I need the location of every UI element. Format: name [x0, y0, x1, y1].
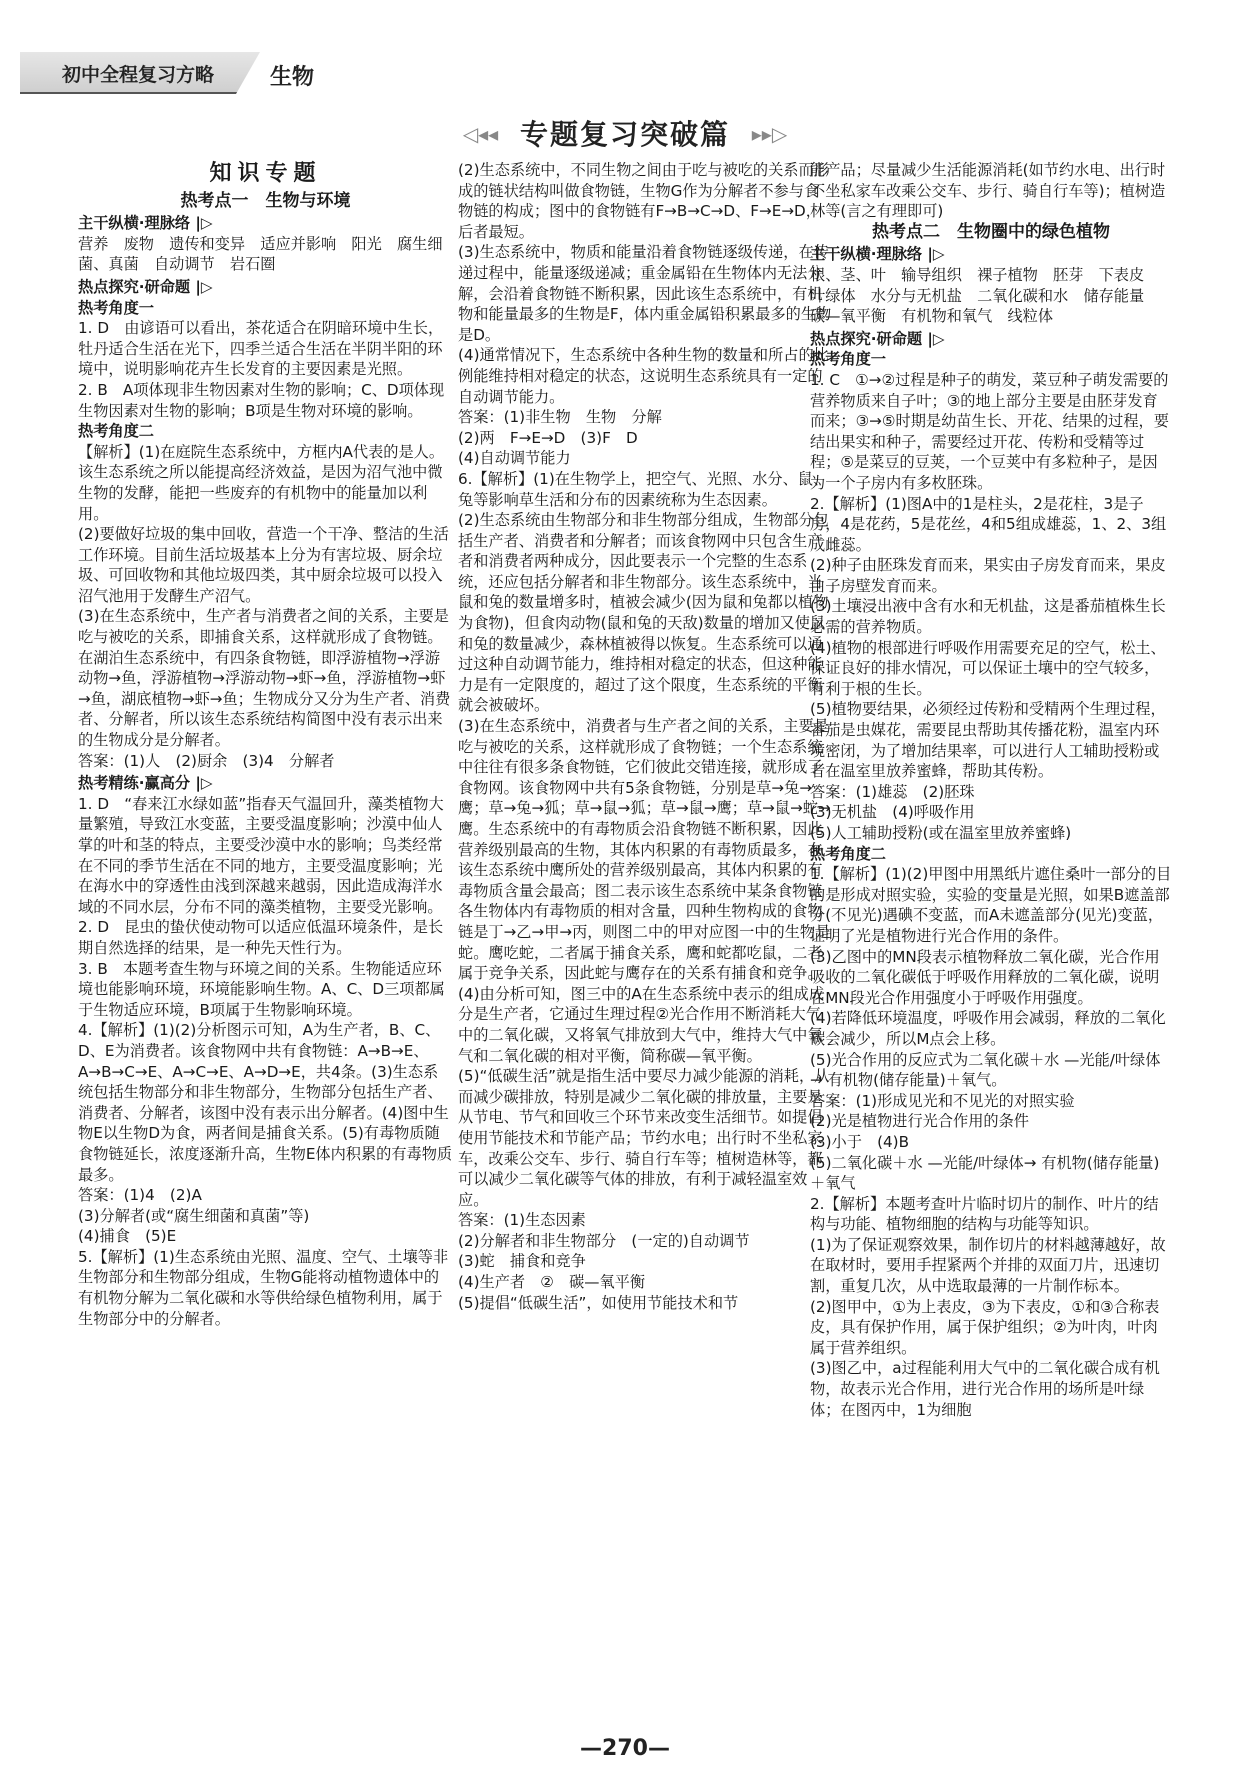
col2-p-block: (2)两 F→E→D (3)F D [458, 428, 638, 447]
col1-p-block: (3)分解者(或“腐生细菌和真菌”等) [78, 1206, 310, 1225]
page-number: —270— [580, 1736, 670, 1761]
col3-p-block: 2.【解析】本题考查叶片临时切片的制作、叶片的结构与功能、植物细胞的结构与功能等知识。 [810, 1194, 1159, 1234]
text-column-middle [458, 160, 833, 1700]
col2-p-block: (2)生态系统中，不同生物之间由于吃与被吃的关系而形成的链状结构叫做食物链，生物G作为分解者不参与食物链的构成；图中的食物链有F→B→C→D、F→E→D，后者最短。 [458, 161, 829, 241]
col1-p-block: 2. B A项体现非生物因素对生物的影响；C、D项体现生物因素对生物的影响；B项是生物对环境的影响。 [78, 380, 445, 420]
col1-p-block: 4.【解析】(1)(2)分析图示可知，A为生产者，B、C、D、E为消费者。该食物网中共有食物链：A→B→E、A→B→C→E、A→C→E、A→D→E，共4条。(3)生态系统包括生物部分和非生物部分，生物部分包括生产者、消费者、分解者，该图中没有表示出分解者。(4)图中生物E以生物D为食，两者间是捕食关系。(5)有毒物质随食物链延长，浓度逐渐升高，生物E体内积累的有毒物质最多。 [78, 1021, 453, 1184]
col3-p-block: (2)图甲中，①为上表皮，③为下表皮，①和③合称表皮，具有保护作用，属于保护组织；②为叶肉，叶肉属于营养组织。 [810, 1297, 1160, 1357]
col3-p-block: (4)若降低环境温度，呼吸作用会减弱，释放的二氧化碳会减少，所以M点会上移。 [810, 1009, 1166, 1048]
col2-p-block: (3)蛇 捕食和竞争 [458, 1252, 586, 1271]
section-banner [0, 113, 1250, 153]
text-column-right [810, 160, 1172, 1700]
col2-p-block: (3)生态系统中，物质和能量沿着食物链逐级传递，在传递过程中，能量逐级递减；重金属铅在生物体内无法分解，会沿着食物链不断积累，因此该生态系统中，有机物和能量最多的生物是F，体内重金属铅积累最多的生物是D。 [458, 243, 832, 344]
col1-p-block: 【解析】(1)在庭院生态系统中，方框内A代表的是人。该生态系统之所以能提高经济效益，是因为沼气池中微生物的发酵，能把一些废弃的有机物中的能量加以利用。 [78, 442, 445, 523]
col1-p-block: 营养 废物 遗传和变异 适应并影响 阳光 腐生细菌、真菌 自动调节 岩石圈 [78, 234, 443, 274]
col1-ang-block: 热考角度二 [78, 422, 154, 441]
col3-p-block: 答案：(1)形成见光和不见光的对照实验 [810, 1091, 1075, 1110]
col3-p-block: (2)光是植物进行光合作用的条件 [810, 1112, 1029, 1131]
col3-p-block: (3)图乙中，a过程能利用大气中的二氧化碳合成有机物，故表示光合作用，进行光合作用的场所是叶绿体；在图丙中，1为细胞 [810, 1359, 1160, 1419]
col1-p-block: (4)捕食 (5)E [78, 1227, 177, 1246]
left-arrows-icon: ◁◂◂ [462, 122, 499, 146]
col3-p-block: (3)无机盐 (4)呼吸作用 [810, 803, 975, 822]
col3-p-block: (5)光合作用的反应式为二氧化碳＋水 —光能/叶绿体→ 有机物(储存能量)＋氧气。 [810, 1050, 1161, 1090]
col2-p-block: (4)自动调节能力 [458, 449, 571, 468]
col1-ttl-block: 知识专题 [209, 161, 322, 186]
subject-title: 生物 [270, 65, 315, 90]
col3-p-block: (5)植物要结果，必须经过传粉和受精两个生理过程，番茄是虫媒花，需要昆虫帮助其传播花粉，温室内环境密闭，为了增加结果率，可以进行人工辅助授粉或者在温室里放养蜜蜂，帮助其传粉。 [810, 700, 1166, 781]
col3-ang-block: 热考角度一 [810, 350, 886, 369]
text-column-left [78, 160, 453, 1700]
col1-ang-block: 热考角度一 [78, 298, 154, 317]
col1-p-block: 3. B 本题考查生物与环境之间的关系。生物能适应环境也能影响环境，环境能影响生物。A、C、D三项都属于生物适应环境，B项属于生物影响环境。 [78, 959, 445, 1019]
col3-p-block: (5)二氧化碳＋水 —光能/叶绿体→ 有机物(储存能量)＋氧气 [810, 1153, 1160, 1193]
col3-p-block: (2)种子由胚珠发育而来，果实由子房发育而来，果皮由子房壁发育而来。 [810, 556, 1166, 595]
col3-p-block: (1)为了保证观察效果，制作切片的材料越薄越好，故在取材时，要用手捏紧两个并排的双面刀片，迅速切割，重复几次，从中选取最薄的一片制作标本。 [810, 1235, 1166, 1296]
col1-hot-block: 热考点一 生物与环境 [180, 190, 351, 211]
col2-p-block: (2)分解者和非生物部分 (一定的)自动调节 [458, 1231, 750, 1250]
col1-p-block: 1. D “春来江水绿如蓝”指春天气温回升，藻类植物大量繁殖，导致江水变蓝，主要受温度影响；沙漠中仙人掌的叶和茎的特点，主要受沙漠中水的影响；鸟类经常在不同的季节生活在不同的地方，主要受温度影响；光在海水中的穿透性由浅到深越来越弱，因此造成海洋水域的不同水层，分布不同的藻类植物，主要受光影响。 [78, 794, 444, 916]
col1-sub-block: 热点探究·研命题 |▷ [78, 277, 213, 296]
col1-sub-block: 热考精练·赢高分 |▷ [78, 774, 213, 793]
header-tab [20, 52, 320, 92]
col3-p-block: (3)土壤浸出液中含有水和无机盐，这是番茄植株生长必需的营养物质。 [810, 597, 1166, 637]
col2-p-block: (5)“低碳生活”就是指生活中要尽力减少能源的消耗，从而减少碳排放，特别是减少二氧化碳的排放量，主要是从节电、节气和回收三个环节来改变生活细节。如提倡使用节能技术和节能产品；节约水电；出行时不坐私家车，改乘公交车、步行、骑自行车等；植树造林等，都可以减少二氧化碳等气体的排放，有利于减轻温室效应。 [458, 1067, 830, 1209]
col2-p-block: (2)生态系统由生物部分和非生物部分组成，生物部分包括生产者、消费者和分解者；而该食物网中只包含生产者和消费者两种成分，因此要表示一个完整的生态系统，还应包括分解者和非生物部分。该生态系统中，当鼠和兔的数量增多时，植被会减少(因为鼠和兔都以植物为食物)，但食肉动物(鼠和兔的天敌)数量的增加又使鼠和兔的数量减少，森林植被得以恢复。生态系统可以通过这种自动调节能力，维持相对稳定的状态，但这种能力是有一定限度的，超过了这个限度，生态系统的平衡就会被破坏。 [458, 511, 829, 715]
section-title: 专题复习突破篇 [519, 118, 730, 151]
col3-p-block: 1. C ①→②过程是种子的萌发，菜豆种子萌发需要的营养物质来自子叶；③的地上部分主要是由胚芽发育而来；③→⑤时期是幼苗生长、开花、结果的过程，要结出果实和种子，需要经过开花、传粉和受精等过程；⑤是菜豆的豆荚，一个豆荚中有多粒种子，是因为一个子房内有多枚胚珠。 [810, 370, 1169, 492]
col2-p-block: (4)通常情况下，生态系统中各种生物的数量和所占的比例能维持相对稳定的状态，这说明生态系统具有一定的自动调节能力。 [458, 346, 829, 406]
col3-p-block: 根、茎、叶 输导组织 裸子植物 胚芽 下表皮 叶绿体 水分与无机盐 二氧化碳和水 储存能量 碳—氧平衡 有机物和氧气 线粒体 [810, 265, 1160, 326]
col3-p-block: (3)乙图中的MN段表示植物释放二氧化碳，光合作用吸收的二氧化碳低于呼吸作用释放的二氧化碳，说明在MN段光合作用强度小于呼吸作用强度。 [810, 947, 1160, 1007]
col2-p-block: 答案：(1)非生物 生物 分解 [458, 408, 662, 427]
col1-p-block: 答案：(1)人 (2)厨余 (3)4 分解者 [78, 751, 335, 770]
col3-ang-block: 热考角度二 [810, 844, 886, 863]
col1-p-block: (2)要做好垃圾的集中回收，营造一个干净、整洁的生活工作环境。目前生活垃圾基本上分为有害垃圾、厨余垃圾、可回收物和其他垃圾四类，其中厨余垃圾可以投入沼气池用于发酵生产沼气。 [78, 525, 449, 605]
col3-p-block: 2.【解析】(1)图A中的1是柱头，2是花柱，3是子房，4是花药，5是花丝，4和5组成雄蕊，1、2、3组成雌蕊。 [810, 494, 1167, 554]
col2-p-block: (4)生产者 ② 碳—氧平衡 [458, 1273, 646, 1292]
col1-p-block: 5.【解析】(1)生态系统由光照、温度、空气、土壤等非生物部分和生物部分组成，生物G能将动植物遗体中的有机物分解为二氧化碳和水等供给绿色植物利用，属于生物部分中的分解者。 [78, 1247, 449, 1328]
col3-sub-block: 主干纵横·理脉络 |▷ [810, 245, 945, 264]
col2-p-block: (5)提倡“低碳生活”，如使用节能技术和节 [458, 1293, 739, 1312]
col2-p-block: 答案：(1)生态因素 [458, 1211, 586, 1230]
col2-p-block: 6.【解析】(1)在生物学上，把空气、光照、水分、鼠、兔等影响草生活和分布的因素统称为生态因素。 [458, 469, 829, 509]
col3-p-block: (3)小于 (4)B [810, 1132, 910, 1151]
col1-p-block: 1. D 由谚语可以看出，茶花适合在阴暗环境中生长，牡丹适合生活在光下，四季兰适合生活在半阴半阳的环境中，说明影响花卉生长发育的主要因素是光照。 [78, 319, 444, 379]
col3-p-block: 答案：(1)雄蕊 (2)胚珠 [810, 782, 975, 801]
col3-p-block: (5)人工辅助授粉(或在温室里放养蜜蜂) [810, 824, 1072, 842]
series-title: 初中全程复习方略 [62, 64, 215, 86]
col3-p-block: 能产品；尽量减少生活能源消耗(如节约水电、出行时不坐私家车改乘公交车、步行、骑自行车等)；植树造林等(言之有理即可) [810, 161, 1166, 221]
col3-p-block: 1.【解析】(1)(2)甲图中用黑纸片遮住桑叶一部分的目的是形成对照实验，实验的变量是光照，如果B遮盖部分(不见光)遇碘不变蓝，而A未遮盖部分(见光)变蓝，证明了光是植物进行光合作用的条件。 [810, 865, 1172, 945]
col1-p-block: 2. D 昆虫的蛰伏使动物可以适应低温环境条件，是长期自然选择的结果，是一种先天性行为。 [78, 918, 444, 957]
right-arrows-icon: ▸▸▷ [751, 122, 788, 146]
col1-p-block: (3)在生态系统中，生产者与消费者之间的关系，主要是吃与被吃的关系，即捕食关系，这样就形成了食物链。在湖泊生态系统中，有四条食物链，即浮游植物→浮游动物→鱼，浮游植物→浮游动物→虾→鱼，浮游植物→虾→鱼，湖底植物→虾→鱼；生物成分又分为生产者、消费者、分解者，所以该生态系统结构简图中没有表示出来的生物成分是分解者。 [78, 607, 451, 750]
col3-hot-block: 热考点二 生物圈中的绿色植物 [872, 221, 1110, 242]
col1-sub-block: 主干纵横·理脉络 |▷ [78, 214, 213, 233]
col2-p-block: (3)在生态系统中，消费者与生产者之间的关系，主要是吃与被吃的关系，这样就形成了食物链；一个生态系统中往往有很多条食物链，它们彼此交错连接，就形成了食物网。该食物网中共有5条食物链，分别是草→兔→鹰；草→兔→狐；草→鼠→狐；草→鼠→鹰；草→鼠→蛇→鹰。生态系统中的有毒物质会沿食物链不断积累，因此营养级别最高的生物，其体内积累的有毒物质最多，在该生态系统中鹰所处的营养级别最高，其体内积累的有毒物质含量会最高；图二表示该生态系统中某条食物链各生物体内有毒物质的相对含量，四种生物构成的食物链是丁→乙→甲→丙，则图二中的甲对应图一中的生物是蛇。鹰吃蛇，二者属于捕食关系，鹰和蛇都吃鼠，二者属于竞争关系，因此蛇与鹰存在的关系有捕食和竞争。 [458, 717, 831, 983]
col1-p-block: 答案：(1)4 (2)A [78, 1186, 202, 1205]
col3-p-block: (4)植物的根部进行呼吸作用需要充足的空气，松土、保证良好的排水情况，可以保证土壤中的空气较多，有利于根的生长。 [810, 638, 1166, 698]
col3-sub-block: 热点探究·研命题 |▷ [810, 329, 945, 348]
col2-p-block: (4)由分析可知，图三中的A在生态系统中表示的组成成分是生产者，它通过生理过程②光合作用不断消耗大气中的二氧化碳，又将氧气排放到大气中，维持大气中氧气和二氧化碳的相对平衡，简称碳—氧平衡。 [458, 984, 825, 1065]
